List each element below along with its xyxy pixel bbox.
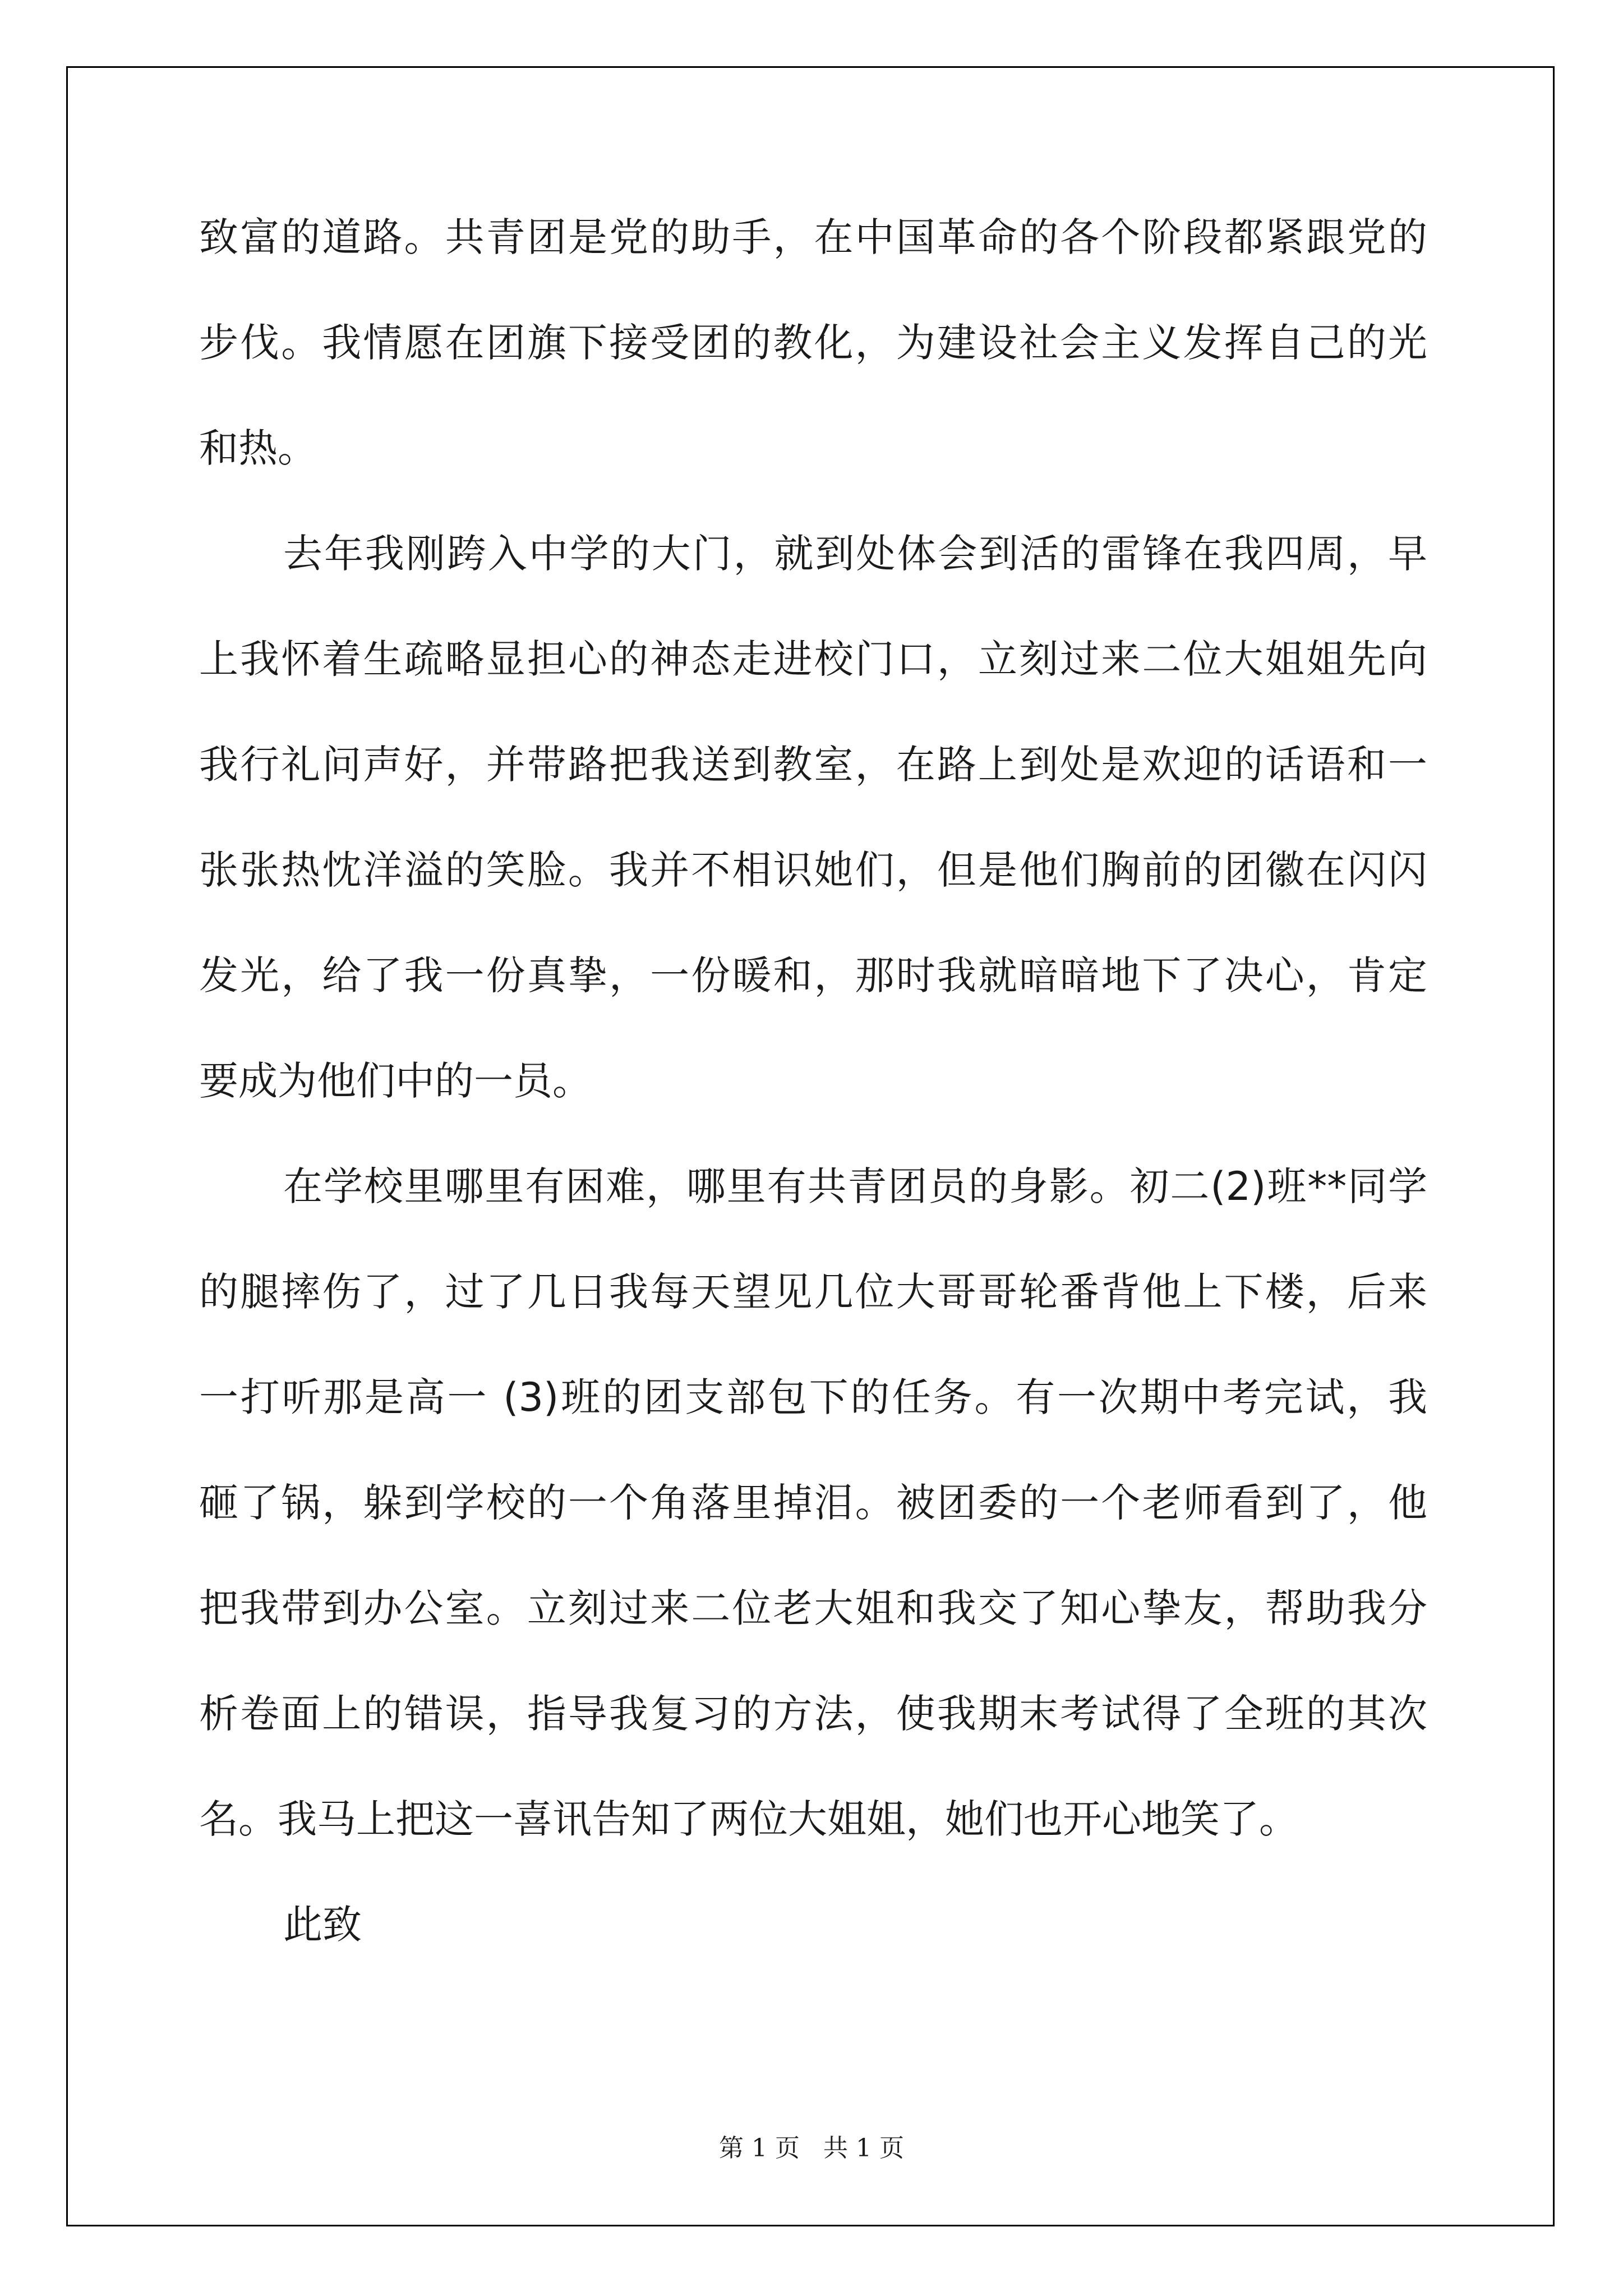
text-line: 张张热忱洋溢的笑脸。我并不相识她们，但是他们胸前的团徽在闪闪 — [199, 847, 1427, 893]
text-line: 我行礼问声好，并带路把我送到教室，在路上到处是欢迎的话语和一 — [199, 742, 1427, 788]
text-line: 砸了锅，躲到学校的一个角落里掉泪。被团委的一个老师看到了，他 — [199, 1480, 1427, 1526]
text-line: 一打听那是高一 (3)班的团支部包下的任务。有一次期中考完试，我 — [199, 1374, 1427, 1420]
text-line: 去年我刚跨入中学的大门，就到处体会到活的雷锋在我四周，早 — [283, 531, 1427, 577]
text-line: 名。我马上把这一喜讯告知了两位大姐姐，她们也开心地笑了。 — [199, 1796, 1298, 1842]
closing-salutation: 此致 — [283, 1902, 362, 1948]
page-number-footer: 第 1 页 共 1 页 — [719, 2134, 904, 2162]
text-line: 要成为他们中的一员。 — [199, 1058, 592, 1104]
text-line: 把我带到办公室。立刻过来二位老大姐和我交了知心挚友，帮助我分 — [199, 1585, 1427, 1631]
text-line: 析卷面上的错误，指导我复习的方法，使我期末考试得了全班的其次 — [199, 1691, 1427, 1737]
text-line: 的腿摔伤了，过了几日我每天望见几位大哥哥轮番背他上下楼，后来 — [199, 1269, 1427, 1315]
text-line: 在学校里哪里有困难，哪里有共青团员的身影。初二(2)班**同学 — [283, 1163, 1427, 1209]
text-line: 致富的道路。共青团是党的助手，在中国革命的各个阶段都紧跟党的 — [199, 214, 1427, 260]
text-line: 上我怀着生疏略显担心的神态走进校门口，立刻过来二位大姐姐先向 — [199, 636, 1427, 682]
text-line: 步伐。我情愿在团旗下接受团的教化，为建设社会主义发挥自己的光 — [199, 320, 1427, 366]
text-line: 和热。 — [199, 425, 317, 471]
text-line: 发光，给了我一份真挚，一份暖和，那时我就暗暗地下了决心，肯定 — [199, 953, 1427, 999]
